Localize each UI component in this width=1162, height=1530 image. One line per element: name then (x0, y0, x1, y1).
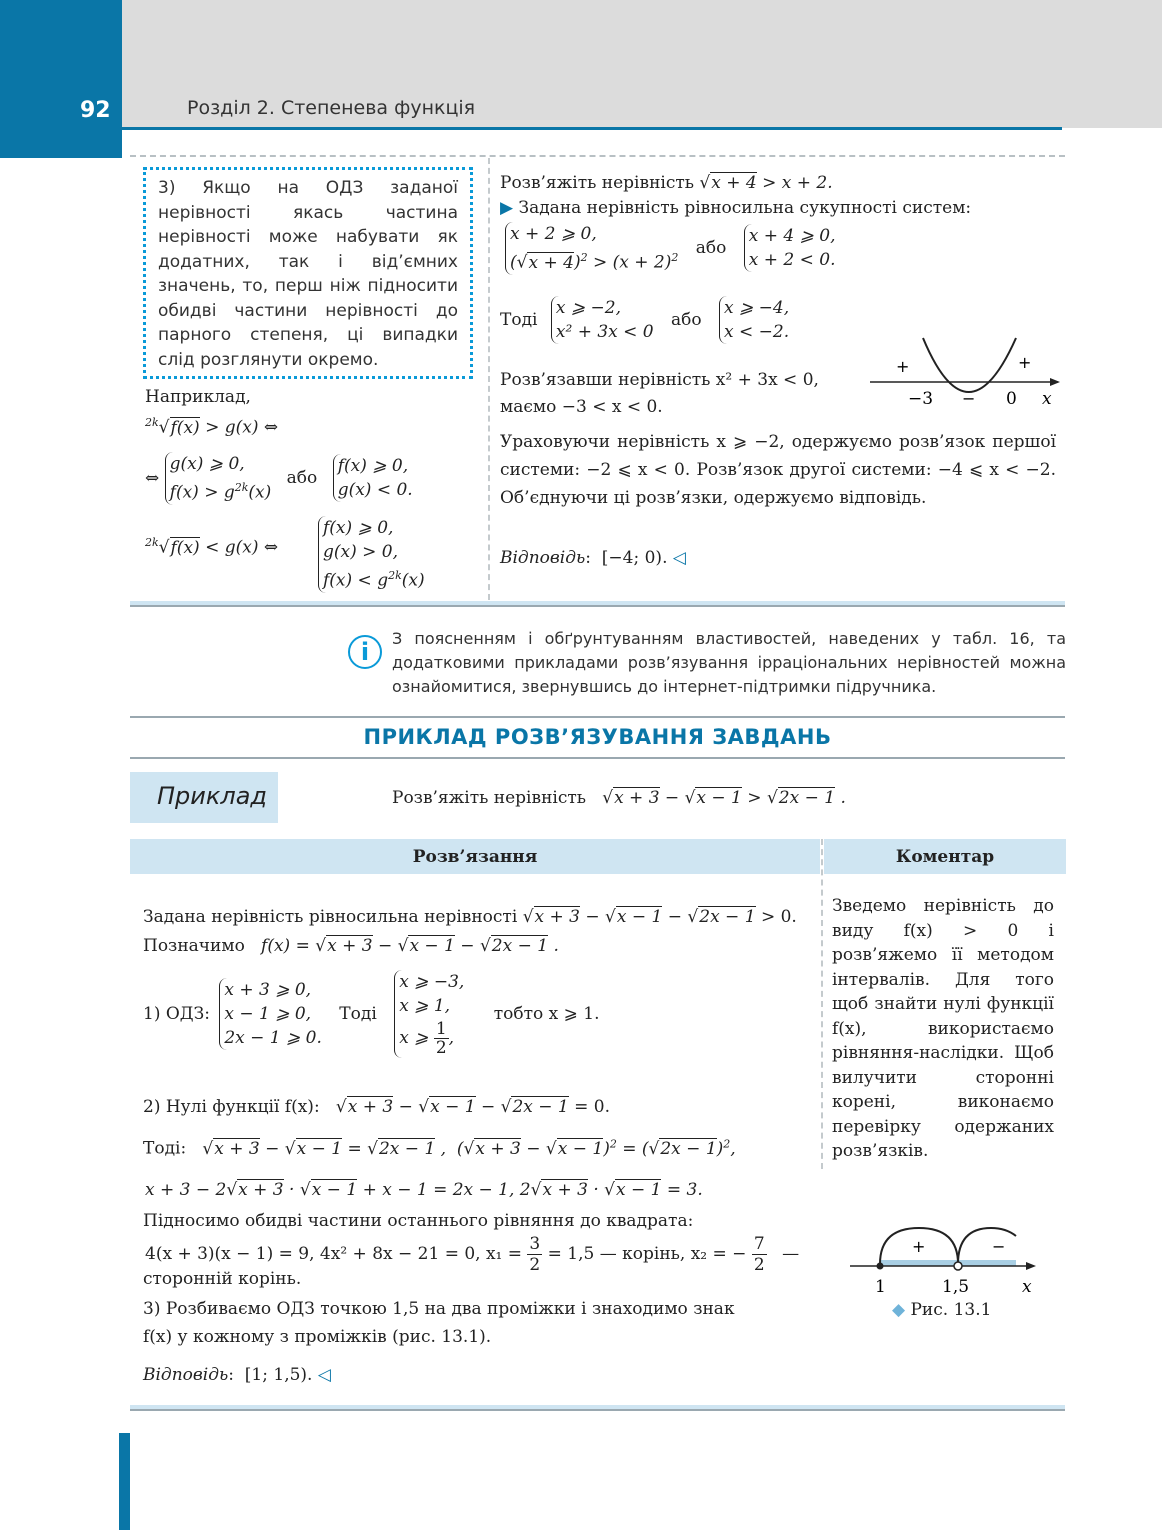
right-sys-1 (505, 222, 678, 275)
system-3 (318, 516, 425, 593)
foreign-root: сторонній корінь. (143, 1269, 302, 1289)
sys1b-tail: (x) (248, 482, 272, 503)
sys3-line-b: g(x) > 0, (323, 542, 399, 562)
or-label-3: або (671, 310, 702, 330)
right-task-expr: √x + 4 > x + 2. (699, 173, 833, 193)
end-marker-icon: ◁ (672, 548, 686, 568)
rs1-line-a: x + 2 ⩾ 0, (510, 224, 597, 244)
fig-axis-label: x (1022, 1277, 1032, 1297)
odz-block (143, 970, 599, 1058)
sol-l2-text: Позначимо (143, 936, 245, 956)
gray-separator-2 (130, 1409, 1065, 1411)
equiv-sign: ⇔ (145, 468, 160, 489)
info-icon: i (348, 635, 382, 669)
sys3c-text: f(x) < g (323, 570, 389, 591)
parabola-curve (923, 338, 1016, 392)
rs2-line-b: x + 2 < 0. (748, 250, 836, 271)
sol-line-1 (143, 904, 797, 930)
plus-left: + (896, 357, 910, 376)
sys1b-exp: 2k (234, 481, 249, 494)
sys1b-text: f(x) > g (169, 482, 235, 503)
tick-minus3: −3 (908, 389, 934, 409)
right-task (500, 170, 833, 196)
point-1 (877, 1263, 884, 1270)
section-rule-top (130, 716, 1065, 718)
minus-mid: − (962, 389, 976, 408)
odz-r-a: x ⩾ −3, (399, 972, 465, 992)
arc-right (958, 1228, 1016, 1264)
frac72-num: 7 (753, 1234, 765, 1254)
solved-line: Розв’язавши нерівність x² + 3x < 0, (500, 370, 819, 390)
figure-caption (892, 1297, 991, 1323)
exp-c: = 3. (666, 1180, 703, 1200)
step3-line-b: f(x) у кожному з проміжків (рис. 13.1). (143, 1327, 492, 1347)
answer-label-1: Відповідь (500, 548, 586, 568)
fraction-half (434, 1020, 449, 1057)
page-number: 92 (80, 98, 111, 123)
ts1-line-b: x² + 3x < 0 (555, 322, 654, 342)
exp-a: x + 3 − 2 (145, 1180, 227, 1200)
page-tab (0, 0, 122, 158)
radicand-2: f(x) (170, 537, 200, 558)
then-sys-2 (719, 296, 789, 344)
answer-label-2: Відповідь (143, 1365, 229, 1385)
info-note: З поясненням і обґрунтуванням властивостей, наведених у табл. 16, та додатковими прикладами розв’язування ірраціональних нерівностей можна ознайомитися, звернувшись до інтернет-підтримки підручника. (392, 629, 1066, 696)
sys1-line-a: g(x) ⩾ 0, (169, 454, 245, 474)
have-line: маємо −3 < x < 0. (500, 397, 663, 417)
odz-system (219, 978, 322, 1050)
then2-expr: √x + 3 − √x − 1 = √2x − 1 , $(√x + 3 - √x - 1)^2 = (√2x - 1)^2$, (191, 1137, 736, 1159)
sys1-line-b (170, 476, 272, 505)
diamond-icon: ◆ (892, 1300, 906, 1320)
gray-separator-1 (130, 605, 1065, 607)
axis-arrow-icon (1050, 378, 1060, 386)
col-solution-label: Розв’язання (412, 847, 538, 867)
sol-l1-tail: > 0. (760, 907, 797, 927)
ineq-rhs-2: < g(x) ⇔ (199, 537, 279, 558)
zeros-eq: = 0. (574, 1097, 610, 1117)
zeros-expr: √x + 3 − √x − 1 − √2x − 1 (325, 1097, 569, 1117)
exp-b: + x − 1 = 2x − 1, 2 (362, 1180, 531, 1200)
frac72-den: 2 (753, 1255, 765, 1275)
root-index: 2k (145, 416, 159, 429)
interval-highlight (880, 1260, 1016, 1266)
figure-caption-text: Рис. 13.1 (910, 1300, 992, 1320)
ineq-rhs: > g(x) ⇔ (205, 417, 279, 438)
half-den: 2 (435, 1038, 447, 1058)
example-task (392, 785, 846, 811)
root-index-2: 2k (145, 536, 159, 549)
odz-r-c: x ⩾ $\frac{1}{2}$ , (399, 1019, 455, 1058)
then-label: Тоді (500, 310, 538, 330)
axis-label-x: x (1042, 389, 1052, 409)
radical-sign-2: √ (158, 537, 170, 558)
right-systems-1 (505, 222, 836, 275)
then-sys-1 (551, 296, 654, 344)
fig-plus: + (912, 1237, 926, 1256)
then2-text: Тоді: (143, 1138, 187, 1159)
system-3-brace (318, 516, 425, 593)
sys3c-tail: (x) (401, 570, 425, 591)
parabola-graph (868, 336, 1064, 412)
sys2-line-a: f(x) ⩾ 0, (337, 456, 409, 477)
odz-r-b: x ⩾ 1, (399, 996, 451, 1016)
system-1 (165, 452, 272, 505)
system-2 (333, 454, 413, 502)
or-label-2: або (695, 238, 727, 259)
triangle-marker-icon: ▶ (500, 198, 514, 218)
radicand: f(x) (170, 417, 200, 438)
example-badge-label: Приклад (157, 782, 268, 810)
end-marker-icon-2: ◁ (317, 1365, 331, 1385)
frac32-num: 3 (529, 1234, 541, 1254)
right-intro-text: Задана нерівність рівносильна сукупності систем: (518, 198, 972, 218)
right-systems-2 (500, 296, 789, 344)
right-task-text: Розв’яжіть нерівність (500, 173, 695, 193)
comment-text: Зведемо нерівність до виду f(x) > 0 і розв’яжемо її методом інтервалів. Для того щоб знайти нулі функції f(x), використаємо рівняння-наслідки. Щоб вилучити сторонні корені, виконаємо перевірку одержаних розв’язків. (832, 896, 1054, 1161)
figure-13-1 (846, 1222, 1042, 1302)
ts2-line-a: x ⩾ −4, (724, 298, 790, 318)
frac32-den: 2 (529, 1255, 541, 1275)
col-comment-label: Коментар (895, 847, 995, 867)
right-answer: Відповідь: [−4; 0). ◁ (500, 548, 686, 568)
example-task-expr: √x + 3 − √x − 1 > √2x − 1 . (591, 788, 846, 808)
ts1-line-a: x ⩾ −2, (555, 298, 621, 318)
odz-that-is: тобто x ⩾ 1. (493, 1004, 600, 1024)
example-label: Наприклад, (145, 387, 251, 407)
odz-line-b: x − 1 ⩾ 0, (224, 1004, 312, 1024)
right-paragraph: Ураховуючи нерівність x ⩾ −2, одержуємо розв’язок першої системи: −2 ⩽ x < 0. Розв’язок другої системи: −4 ⩽ x < −2. Об’єднуючи ці розв’язки, одержуємо відповідь. (500, 432, 1056, 508)
half-num: 1 (435, 1019, 447, 1039)
header-rule (122, 127, 1062, 130)
tick-zero: 0 (1006, 389, 1017, 409)
right-task-radicand: x + 4 (711, 173, 757, 193)
zeros-text: 2) Нулі функції f(x): (143, 1097, 320, 1117)
point-1-5 (954, 1262, 962, 1270)
rule-text: 3) Якщо на ОДЗ заданої нерівності якась частина нерівності може набувати як додатних, так і від’ємних значень, то, перш ніж підносити обидві частини нерівності до парного степеня, ці випадки слід розглянути окремо. (158, 178, 458, 370)
odz-r-c-text: x ⩾ (399, 1028, 429, 1048)
sys2-line-b: g(x) < 0. (337, 480, 413, 501)
rs1-line-b: $(√x + 4)^2 > (x + 2)^2$ (510, 251, 679, 273)
then2-line (143, 1131, 736, 1162)
fraction-7-2 (752, 1234, 767, 1275)
expanded-line: x + 3 − 2√x + 3 · √x − 1 + x − 1 = 2x − 1, 2√x + 3 · √x − 1 = 3. (145, 1180, 703, 1200)
chapter-title: Розділ 2. Степенева функція (187, 97, 476, 119)
final-answer: Відповідь: [1; 1,5). ◁ (143, 1365, 331, 1385)
right-intro (500, 195, 971, 221)
section-rule-bottom (130, 757, 1065, 759)
sol-l1-expr: √x + 3 − √x − 1 − √2x − 1 (522, 907, 756, 927)
fig-axis-arrow-icon (1026, 1262, 1036, 1270)
odz-then: Тоді (339, 1004, 377, 1024)
ts2-line-b: x < −2. (724, 322, 790, 342)
radical-sign: √ (158, 417, 170, 438)
plus-right: + (1018, 353, 1032, 372)
answer-value-2: [1; 1,5). (244, 1365, 313, 1385)
fraction-3-2 (527, 1234, 542, 1275)
eq2-tail: — (782, 1244, 800, 1264)
fig-minus: − (992, 1237, 1006, 1256)
sol-line-2 (143, 933, 559, 959)
fig-tick-1: 1 (875, 1277, 886, 1297)
eq1-tail: = 1,5 — корінь, x₂ = − (547, 1244, 747, 1264)
eq1-text: 4(x + 3)(x − 1) = 9, 4x² + 8x − 21 = 0, x₁ = (145, 1244, 523, 1264)
rs2-line-a: x + 4 ⩾ 0, (748, 226, 836, 247)
or-label-1: або (286, 468, 318, 489)
fig-tick-1-5: 1,5 (942, 1277, 970, 1297)
rule-box (143, 167, 473, 379)
sys3c-exp: 2k (388, 569, 402, 582)
odz-line-c: 2x − 1 ⩾ 0. (224, 1028, 322, 1048)
example-task-text: Розв’яжіть нерівність (392, 788, 587, 808)
root-line-1 (145, 416, 278, 438)
sys3-line-c (323, 564, 425, 593)
right-sys-2 (744, 224, 836, 272)
table-header-comment (824, 839, 1066, 874)
zeros-line (143, 1094, 610, 1120)
sys3-line-a: f(x) ⩾ 0, (323, 518, 394, 538)
dashed-rule (130, 155, 1065, 157)
step3-line-a: 3) Розбиваємо ОДЗ точкою 1,5 на два проміжки і знаходимо знак (143, 1299, 735, 1319)
square-line: Підносимо обидві частини останнього рівняння до квадрата: (143, 1211, 694, 1231)
table-header-solution (130, 839, 820, 874)
odz-label: 1) ОДЗ: (143, 1004, 210, 1024)
root-line-2 (145, 536, 278, 558)
section-title: ПРИКЛАД РОЗВ’ЯЗУВАННЯ ЗАВДАНЬ (363, 725, 832, 749)
odz-result-system (394, 970, 464, 1058)
column-divider (488, 158, 490, 600)
example-badge (130, 772, 278, 823)
bottom-accent-bar (119, 1433, 130, 1530)
table-divider (821, 839, 823, 1169)
sol-l1-text: Задана нерівність рівносильна нерівності (143, 907, 518, 927)
system-group-1 (145, 452, 413, 505)
answer-value-1: [−4; 0). (601, 548, 668, 568)
odz-line-a: x + 3 ⩾ 0, (224, 980, 312, 1000)
sol-l2-expr: f(x) = √x + 3 − √x − 1 − √2x − 1 . (250, 936, 559, 956)
